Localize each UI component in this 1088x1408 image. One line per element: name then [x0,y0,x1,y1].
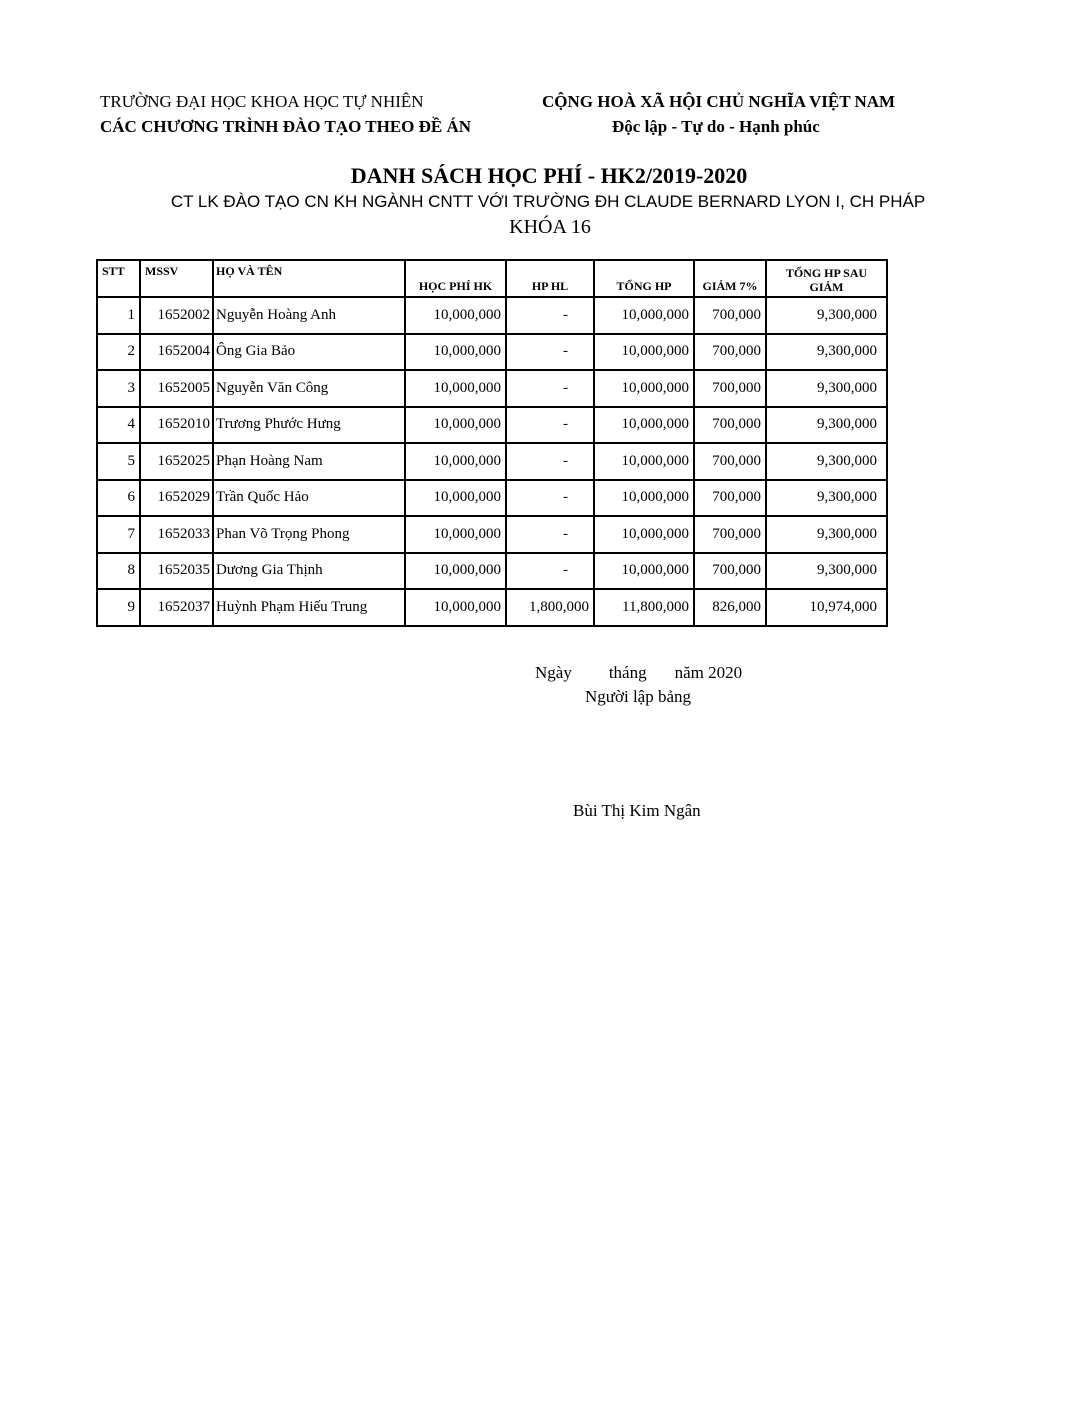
cell-tong-sau-giam: 9,300,000 [766,480,887,517]
cell-mssv: 1652010 [140,407,213,444]
date-year-label: năm 2020 [674,663,743,682]
cell-hoc-phi-hk: 10,000,000 [405,516,506,553]
national-title: CỘNG HOÀ XÃ HỘI CHỦ NGHĨA VIỆT NAM [542,92,896,111]
cell-giam: 700,000 [694,297,766,334]
cell-tong-hp: 10,000,000 [594,553,694,590]
cell-tong-sau-giam: 9,300,000 [766,407,887,444]
cell-tong-sau-giam: 9,300,000 [766,370,887,407]
cell-giam: 700,000 [694,443,766,480]
signature-name: Bùi Thị Kim Ngân [573,801,701,820]
cell-tong-sau-giam: 9,300,000 [766,516,887,553]
table-row [97,297,887,334]
cell-name: Huỳnh Phạm Hiếu Trung [213,589,405,626]
fee-table [96,259,888,627]
date-month-label: tháng [608,663,647,682]
cell-hoc-phi-hk: 10,000,000 [405,334,506,371]
cell-mssv: 1652002 [140,297,213,334]
document-title: DANH SÁCH HỌC PHÍ - HK2/2019-2020 [350,163,748,188]
table-row [97,480,887,517]
cell-tong-hp: 10,000,000 [594,370,694,407]
cell-name: Nguyễn Hoàng Anh [213,297,405,334]
table-row [97,553,887,590]
cell-hp-hl: - [506,370,594,407]
cell-name: Trương Phước Hưng [213,407,405,444]
col-header-giam: GIẢM 7% [694,260,766,297]
institution-name: TRƯỜNG ĐẠI HỌC KHOA HỌC TỰ NHIÊN [100,92,424,111]
cell-giam: 700,000 [694,370,766,407]
cell-hoc-phi-hk: 10,000,000 [405,370,506,407]
table-row [97,589,887,626]
national-motto: Độc lập - Tự do - Hạnh phúc [612,117,820,136]
table-header-row [97,260,887,297]
table-row [97,334,887,371]
cell-tong-sau-giam: 9,300,000 [766,297,887,334]
cell-giam: 826,000 [694,589,766,626]
col-header-hp-hl: HP HL [506,260,594,297]
program-name: CÁC CHƯƠNG TRÌNH ĐÀO TẠO THEO ĐỀ ÁN [100,117,472,136]
table-row [97,443,887,480]
cell-tong-hp: 10,000,000 [594,407,694,444]
cell-stt: 1 [97,297,140,334]
cell-name: Trần Quốc Hảo [213,480,405,517]
cell-name: Nguyễn Văn Công [213,370,405,407]
cell-hoc-phi-hk: 10,000,000 [405,297,506,334]
cell-mssv: 1652033 [140,516,213,553]
cell-hoc-phi-hk: 10,000,000 [405,443,506,480]
cell-mssv: 1652035 [140,553,213,590]
col-header-stt: STT [97,260,140,297]
cell-stt: 2 [97,334,140,371]
cell-mssv: 1652005 [140,370,213,407]
cell-tong-sau-giam: 9,300,000 [766,553,887,590]
col-header-hoc-phi-hk: HỌC PHÍ HK [405,260,506,297]
cell-name: Ông Gia Bảo [213,334,405,371]
col-header-name: HỌ VÀ TÊN [213,260,405,297]
cell-giam: 700,000 [694,480,766,517]
cell-hp-hl: - [506,297,594,334]
cell-stt: 6 [97,480,140,517]
cell-giam: 700,000 [694,553,766,590]
cell-hp-hl: - [506,443,594,480]
cell-stt: 3 [97,370,140,407]
signature-role: Người lập bảng [585,687,692,706]
cell-tong-hp: 10,000,000 [594,516,694,553]
cell-tong-hp: 10,000,000 [594,297,694,334]
cell-tong-hp: 10,000,000 [594,443,694,480]
cell-name: Phan Võ Trọng Phong [213,516,405,553]
cell-stt: 4 [97,407,140,444]
cell-hoc-phi-hk: 10,000,000 [405,589,506,626]
cell-hp-hl: - [506,334,594,371]
cell-giam: 700,000 [694,334,766,371]
cell-tong-sau-giam: 9,300,000 [766,443,887,480]
cell-stt: 9 [97,589,140,626]
cell-name: Dương Gia Thịnh [213,553,405,590]
cell-tong-hp: 10,000,000 [594,334,694,371]
cell-mssv: 1652025 [140,443,213,480]
col-header-mssv: MSSV [140,260,213,297]
table-row [97,516,887,553]
cell-tong-hp: 11,800,000 [594,589,694,626]
cell-tong-hp: 10,000,000 [594,480,694,517]
cell-hp-hl: - [506,407,594,444]
col-header-tong-sau-giam: TỔNG HP SAU GIẢM [766,260,887,297]
col-header-tong-hp: TỔNG HP [594,260,694,297]
cell-hp-hl: - [506,516,594,553]
cell-hp-hl: 1,800,000 [506,589,594,626]
table-row [97,370,887,407]
cell-mssv: 1652037 [140,589,213,626]
document-subtitle: CT LK ĐÀO TẠO CN KH NGÀNH CNTT VỚI TRƯỜNG ĐH CLAUDE BERNARD LYON I, CH PHÁP [170,192,926,211]
cell-stt: 8 [97,553,140,590]
cell-hoc-phi-hk: 10,000,000 [405,480,506,517]
cell-tong-sau-giam: 9,300,000 [766,334,887,371]
cell-hp-hl: - [506,480,594,517]
table-row [97,407,887,444]
cell-hp-hl: - [506,553,594,590]
cell-giam: 700,000 [694,407,766,444]
cell-mssv: 1652029 [140,480,213,517]
cell-mssv: 1652004 [140,334,213,371]
signature-date [535,663,742,683]
cell-hoc-phi-hk: 10,000,000 [405,553,506,590]
cell-stt: 5 [97,443,140,480]
cell-stt: 7 [97,516,140,553]
cell-name: Phạn Hoàng Nam [213,443,405,480]
cell-hoc-phi-hk: 10,000,000 [405,407,506,444]
date-day-label: Ngày [535,663,572,682]
course-label: KHÓA 16 [509,216,591,238]
cell-tong-sau-giam: 10,974,000 [766,589,887,626]
cell-giam: 700,000 [694,516,766,553]
